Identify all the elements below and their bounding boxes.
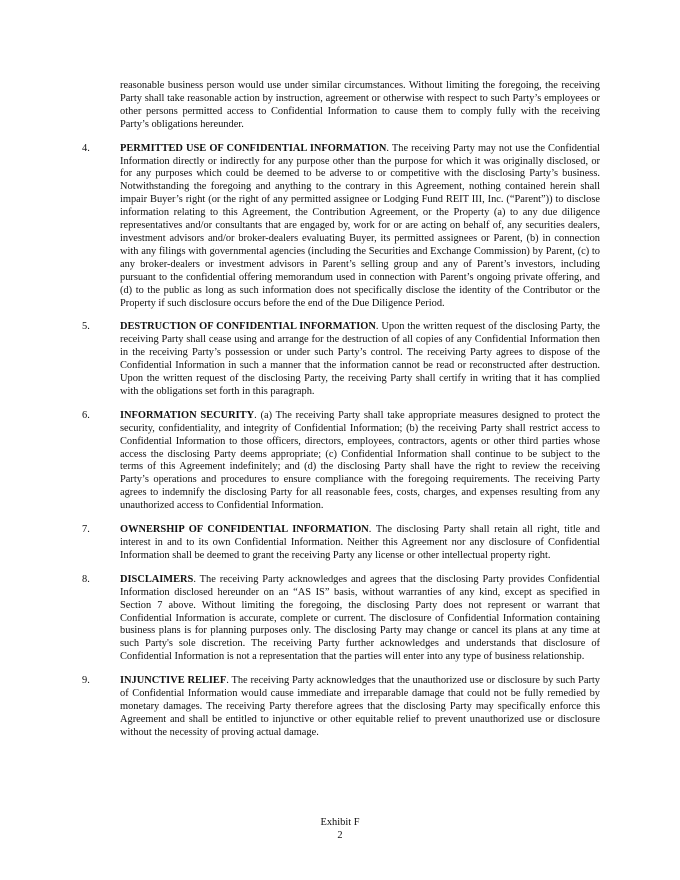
exhibit-label: Exhibit F — [320, 817, 360, 828]
section-number: 7. — [82, 524, 90, 536]
section-number: 5. — [82, 321, 90, 333]
section-number: 6. — [82, 409, 90, 421]
section-text: . The receiving Party acknowledges that the unauthorized use or disclosure by such Party of Confidential Information would cause immediate and irreparable damage that could not be fully remedied by monetary damages. The receiving Party therefore agrees that the disclosing Party may specifically enforce this Agreement and shall be entitled to injunctive or other equitable relief to prevent unauthorized use or disclosure without the necessity of proving actual damage. — [120, 675, 600, 738]
section-body — [120, 524, 600, 563]
section-4 — [82, 143, 600, 311]
section-7 — [82, 524, 600, 563]
section-8 — [82, 574, 600, 664]
section-9 — [82, 675, 600, 740]
section-6 — [82, 410, 600, 513]
section-text: . The receiving Party acknowledges and agrees that the disclosing Party provides Confidential Information disclosed hereunder on an “AS IS” basis, without warranties of any kind, except as specified in Section 7 above. Without limiting the foregoing, the disclosing Party does not represent or warrant that Confidential Information is accurate, complete or current. The disclosure of Confidential Information containing business plans is for planning purposes only. The disclosing Party may change or cancel its plans at any time at such Party's sole discretion. The receiving Party further acknowledges and understands that disclosure of Confidential Information is not a representation that the parties will enter into any type of business relationship. — [120, 573, 600, 663]
section-text: . (a) The receiving Party shall take appropriate measures designed to protect the security, confidentiality, and integrity of Confidential Information; (b) the receiving Party shall restrict access to Confidential Information to those officers, directors, employees, contractors, agents or other third parties whose access the disclosing Party deems appropriate; (c) Confidential Information shall continue to be subject to the terms of this Agreement indefinitely; and (d) the disclosing Party shall have the right to review the receiving Party’s operations and procedures to ensure compliance with the foregoing requirements. The receiving Party agrees to indemnify the disclosing Party for all reasonable fees, costs, charges, and expenses resulting from any unauthorized access to Confidential Information. — [120, 409, 600, 512]
section-5 — [82, 321, 600, 398]
section-number: 4. — [82, 142, 90, 154]
section-heading: INFORMATION SECURITY — [120, 409, 255, 421]
section-heading: OWNERSHIP OF CONFIDENTIAL INFORMATION — [120, 524, 369, 536]
section-body — [120, 143, 600, 311]
section-body — [120, 410, 600, 513]
section-body — [120, 321, 600, 398]
page-footer — [0, 816, 680, 842]
section-heading: INJUNCTIVE RELIEF — [120, 675, 227, 687]
section-number: 8. — [82, 573, 90, 585]
section-number: 9. — [82, 675, 90, 687]
section-heading: DISCLAIMERS — [120, 573, 194, 585]
document-body — [82, 80, 600, 751]
section-body — [120, 574, 600, 664]
section-body — [120, 675, 600, 740]
section-heading: PERMITTED USE OF CONFIDENTIAL INFORMATION — [120, 142, 387, 154]
intro-paragraph: reasonable business person would use under similar circumstances. Without limiting the foregoing, the receiving Party shall take reasonable action by instruction, agreement or otherwise with respect to such Party’s employees or other persons permitted access to Confidential Information to cause them to comply fully with the receiving Party’s obligations hereunder. — [120, 80, 600, 130]
section-text: . The disclosing Party shall retain all right, title and interest in and to its own Confidential Information. Neither this Agreement nor any disclosure of Confidential Information shall be deemed to grant the receiving Party any license or other intellectual property right. — [120, 524, 600, 561]
page-number: 2 — [337, 830, 343, 841]
section-text: . The receiving Party may not use the Confidential Information directly or indirectly for any purpose other than the purpose for which it was originally disclosed, or for any purposes which could be deemed to be adverse to or competitive with the disclosing Party’s business. Notwithstanding the foregoing and anything to the contrary in this Agreement, nothing contained herein shall impair Buyer’s right (or the right of any permitted assignee or Lodging Fund REIT III, Inc. (“Parent”)) to disclose information relating to this Agreement, the Contribution Agreement, or the Property (a) to any due diligence representatives and/or consultants that are engaged by, work for or are acting on behalf of, any securities dealers, investment advisors and/or broker-dealers evaluating Buyer, its permitted assignees or Parent, (b) in connection with any filings with governmental agencies (including the Securities and Exchange Commission) by Parent, (c) to any broker-dealers or investment advisors in Parent’s selling group and any of Parent’s investors, including pursuant to the confidential offering memorandum used in connection with Parent’s ongoing private offering, and (d) to the public as long as such information does not specifically disclose the identity of the Contributor or the Property if such disclosure occurs before the end of the Due Diligence Period. — [120, 142, 600, 309]
section-text: . Upon the written request of the disclosing Party, the receiving Party shall cease using and arrange for the destruction of all copies of any Confidential Information then in the receiving Party’s possession or under such Party’s control. The receiving Party agrees to dispose of the Confidential Information in such a manner that the information cannot be read or reconstructed after destruction. Upon the written request of the disclosing Party, the receiving Party shall certify in writing that it has complied with the obligations set forth in this paragraph. — [120, 321, 600, 397]
section-heading: DESTRUCTION OF CONFIDENTIAL INFORMATION — [120, 321, 376, 333]
